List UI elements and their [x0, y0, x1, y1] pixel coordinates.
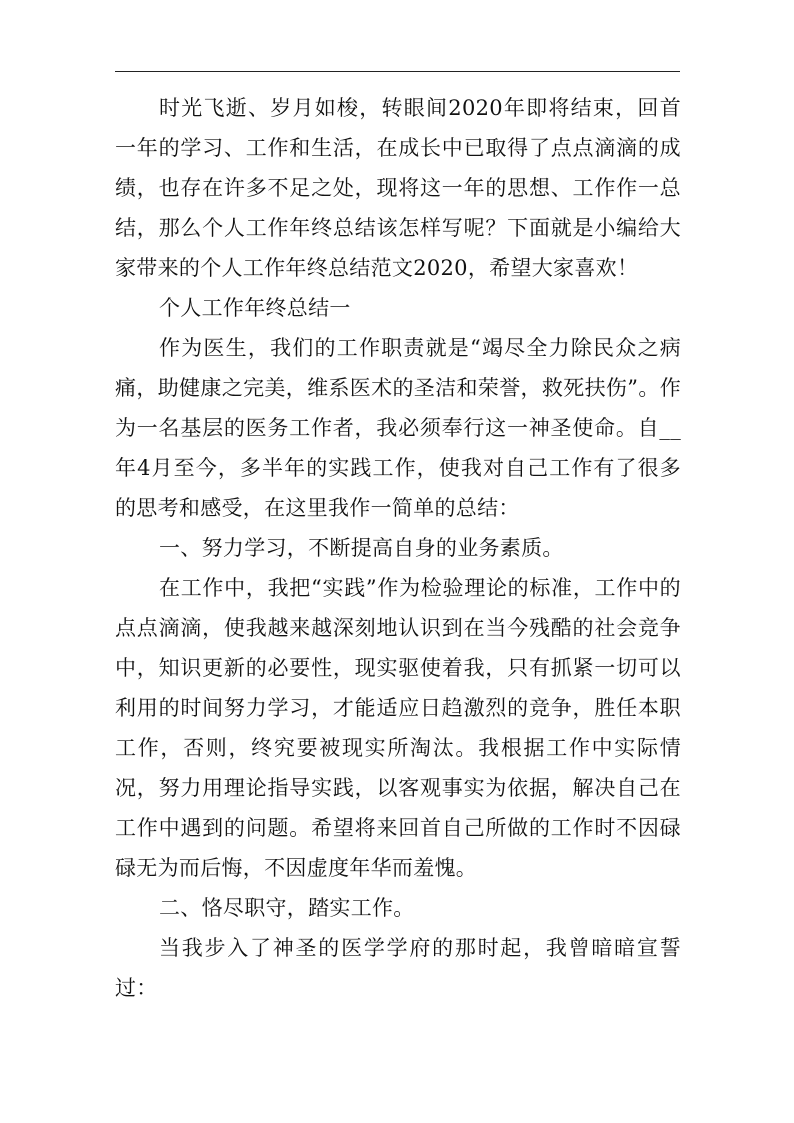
document-body	[115, 88, 681, 1008]
oath-paragraph: 当我步入了神圣的医学学府的那时起，我曾暗暗宣誓过：	[115, 936, 681, 1000]
heading-duty: 二、恪尽职守，踏实工作。	[159, 896, 415, 920]
section-title: 个人工作年终总结一	[159, 296, 351, 320]
doctor-duty-paragraph: 作为医生，我们的工作职责就是“竭尽全力除民众之病痛，助健康之完美，维系医术的圣洁和荣誉，救死扶伤”。作为一名基层的医务工作者，我必须奉行这一神圣使命。自__年4月至今，多半年的实践工作，使我对自己工作有了很多的思考和感受，在这里我作一简单的总结：	[115, 336, 681, 520]
intro-paragraph: 时光飞逝、岁月如梭，转眼间2020年即将结束，回首一年的学习、工作和生活，在成长中已取得了点点滴滴的成绩，也存在许多不足之处，现将这一年的思想、工作作一总结，那么个人工作年终总结该怎样写呢？下面就是小编给大家带来的个人工作年终总结范文2020，希望大家喜欢！	[115, 96, 681, 280]
header-rule	[115, 71, 680, 72]
heading-study: 一、努力学习，不断提高自身的业务素质。	[159, 536, 564, 560]
practice-paragraph: 在工作中，我把“实践”作为检验理论的标准，工作中的点点滴滴，使我越来越深刻地认识到在当今残酷的社会竞争中，知识更新的必要性，现实驱使着我，只有抓紧一切可以利用的时间努力学习，才能适应日趋激烈的竞争，胜任本职工作，否则，终究要被现实所淘汰。我根据工作中实际情况，努力用理论指导实践，以客观事实为依据，解决自己在工作中遇到的问题。希望将来回首自己所做的工作时不因碌碌无为而后悔，不因虚度年华而羞愧。	[115, 576, 681, 880]
